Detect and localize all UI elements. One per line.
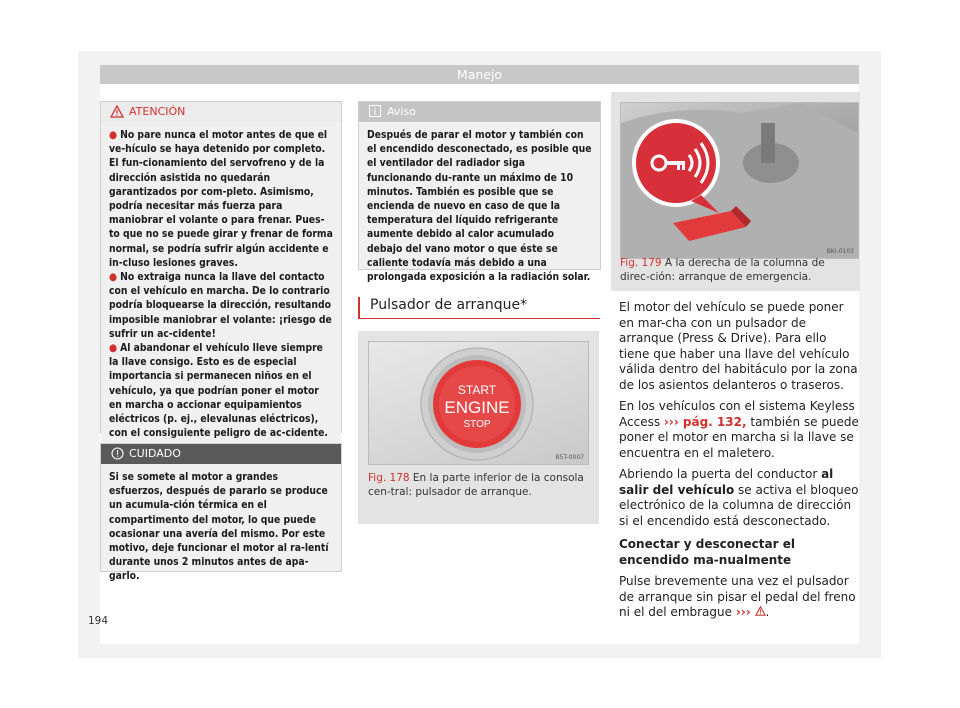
- warning-item: ● No pare nunca el motor antes de que el ve-hículo se haya detenido por completo. El fun-cionamiento del servofreno y de la dirección asistida no quedarán garantizados por com-pleto. Asimismo, podría necesitar más fuerza para maniobrar el volante o para frenar. Pues-to que no se puede girar y frenar de forma normal, se podría sufrir algún accidente e in-cluso lesiones graves.: [109, 129, 333, 269]
- figure-179: [611, 92, 860, 291]
- notice-box: [358, 101, 601, 284]
- button-line-stop: STOP: [463, 419, 491, 430]
- button-line-start: START: [457, 383, 497, 397]
- warning-small-icon: [755, 605, 766, 619]
- caution-title: CUIDADO: [129, 447, 181, 460]
- notice-title: Aviso: [387, 105, 416, 118]
- caution-body: [101, 464, 341, 592]
- caution-header: [101, 444, 341, 464]
- paragraph: Pulse brevemente una vez el pulsador de arranque sin pisar el pedal del freno ni el del embrague ››› .: [619, 574, 856, 619]
- figure-code: BKI-0103: [826, 248, 854, 255]
- section-title: Pulsador de arranque*: [370, 297, 528, 313]
- info-square-icon: [368, 105, 382, 119]
- section-marker: [358, 297, 360, 318]
- page-link[interactable]: ››› pág. 132,: [663, 414, 747, 429]
- warning-item: ● Al abandonar el vehículo lleve siempre la llave consigo. Esto es de especial importancia si permanecen niños en el vehículo, ya que podrían poner el motor en marcha o accionar equipamientos eléctricos (p. ej., elevalunas eléctricos), con el consiguiente peligro de ac-cidente.: [109, 342, 328, 440]
- notice-text: Después de parar el motor y también con el encendido desconectado, es posible que el ventilador del radiador siga funcionando du-rante un máximo de 10 minutos. También es posible que se encienda de nuevo en caso de que la temperatura del líquido refrigerante aumente debido al calor acumulado debajo del vano motor o que éste se caliente todavía más debido a una prolongada exposición a la radiación solar.: [367, 129, 592, 284]
- figure-178: [358, 331, 599, 524]
- caution-text: Si se somete al motor a grandes esfuerzos, después de pararlo se produce un acumula-ción térmica en el compartimento del motor, lo que puede ocasionar una avería del mismo. Por este motivo, deje funcionar el motor al ra-lentí durante unos 2 minutos antes de apa-garlo.: [109, 471, 329, 583]
- section-rule: [358, 318, 600, 319]
- notice-body: [359, 122, 600, 292]
- paragraph: Abriendo la puerta del conductor al salir del vehículo se activa el bloqueo electrónico de la columna de dirección si el encendido está desconectado.: [619, 467, 859, 528]
- warning-link[interactable]: ›››: [735, 605, 751, 619]
- warning-triangle-icon: [110, 105, 124, 119]
- warning-item: ● No extraiga nunca la llave del contacto con el vehículo en marcha. De lo contrario podría bloquearse la dirección, resultando imposible maniobrar el volante: ¡riesgo de sufrir un ac-cidente!: [109, 271, 332, 340]
- body-text: [619, 300, 859, 627]
- start-engine-button-icon: [369, 342, 588, 464]
- paragraph: El motor del vehículo se puede poner en mar-cha con un pulsador de arranque (Press & Drive). Para ello tiene que haber una llave del vehículo válida dentro del habitáculo por la zona de los asientos delanteros o traseros.: [619, 300, 858, 392]
- emergency-start-photo: [620, 102, 859, 259]
- page-header: Manejo: [100, 65, 859, 84]
- warning-box: [100, 101, 342, 440]
- subheading: Conectar y desconectar el encendido ma-nualmente: [619, 537, 795, 567]
- figure-caption: Fig. 179 A la derecha de la columna de direc-ción: arranque de emergencia.: [620, 257, 825, 283]
- caution-circle-icon: [110, 447, 124, 461]
- figure-caption: Fig. 178 En la parte inferior de la consola cen-tral: pulsador de arranque.: [368, 472, 584, 498]
- warning-body: [101, 122, 341, 448]
- warning-header: [101, 102, 341, 122]
- paragraph: En los vehículos con el sistema Keyless Access ››› pág. 132, también se puede poner el motor en marcha si la llave se encuentra en el maletero.: [619, 399, 859, 460]
- caution-box: [100, 443, 342, 583]
- button-line-engine: ENGINE: [444, 398, 510, 417]
- warning-title: ATENCIÓN: [129, 105, 186, 118]
- figure-code: B5T-0007: [555, 454, 584, 461]
- notice-header: [359, 102, 600, 122]
- key-transmit-icon: [621, 103, 858, 258]
- page-number: 194: [88, 615, 109, 627]
- start-button-photo: [368, 341, 589, 465]
